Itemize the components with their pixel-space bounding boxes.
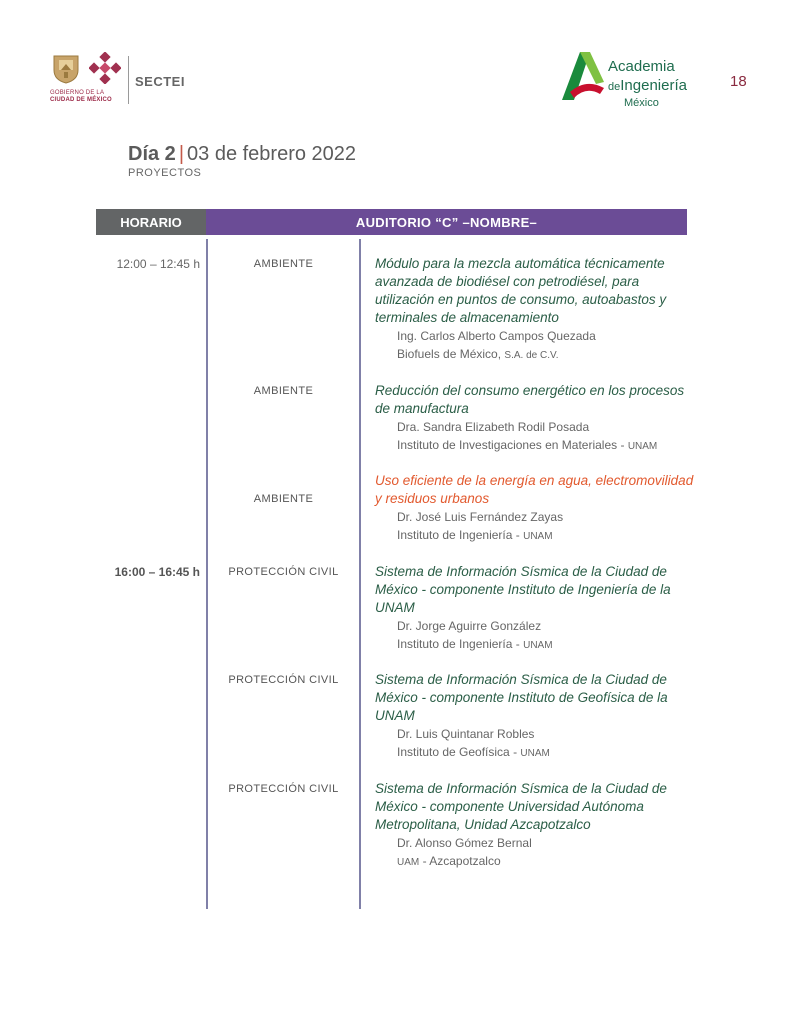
project-institution (397, 345, 695, 365)
project-speaker: Ing. Carlos Alberto Campos Quezada (397, 329, 596, 343)
project-title: Módulo para la mezcla automática técnicamente avanzada de biodiésel con petrodiésel, para utilización en puntos de consumo, autoabastos y terminales de almacenamiento (375, 256, 667, 325)
page-number: 18 (730, 73, 747, 90)
session-category: PROTECCIÓN CIVIL (228, 783, 339, 795)
government-text (50, 90, 112, 104)
project-institution (397, 526, 695, 546)
project-speaker: Dra. Sandra Elizabeth Rodil Posada (397, 420, 590, 434)
project-institution (397, 852, 675, 872)
project-speaker: Dr. Jorge Aguirre González (397, 619, 542, 633)
institution-suffix: UNAM (627, 441, 658, 452)
institution-name: Instituto de Geofísica - (397, 745, 518, 759)
project-title: Sistema de Información Sísmica de la Ciudad de México - componente Universidad Autónoma Metropolitana, Unidad Azcapotzalco (375, 781, 667, 832)
academia-ingenieria-logo-icon (560, 48, 606, 106)
institution-name: Biofuels de México, (397, 347, 502, 361)
session-project (375, 671, 695, 763)
session-project (375, 472, 695, 546)
sectei-label: SECTEI (135, 74, 185, 89)
project-speaker: Dr. Alonso Gómez Bernal (397, 836, 532, 850)
institution-name: Instituto de Ingeniería - (397, 528, 520, 542)
project-speaker: Dr. José Luis Fernández Zayas (397, 510, 564, 524)
day-separator: | (178, 143, 185, 165)
column-header-horario: HORARIO (96, 209, 206, 235)
session-category: PROTECCIÓN CIVIL (228, 566, 339, 578)
academia-ingenieria: Ingeniería (620, 77, 687, 94)
session-category: AMBIENTE (253, 385, 314, 397)
academia-line3: México (624, 97, 659, 109)
column-header-auditorio: AUDITORIO “C” –NOMBRE– (206, 209, 687, 235)
day-subtitle: PROYECTOS (128, 167, 202, 179)
day-date: 03 de febrero 2022 (187, 143, 357, 165)
session-project (375, 382, 695, 456)
project-speaker: Dr. Luis Quintanar Robles (397, 727, 535, 741)
institution-suffix: S.A. de C.V. (504, 350, 559, 361)
academia-de: de (608, 81, 621, 93)
institution-suffix: UNAM (523, 531, 553, 542)
header-divider (128, 56, 129, 104)
session-project (375, 255, 695, 365)
session-time: 12:00 – 12:45 h (116, 257, 200, 271)
project-title: Sistema de Información Sísmica de la Ciudad de México - componente Instituto de Geofísica de la UNAM (375, 672, 668, 723)
session-time: 16:00 – 16:45 h (114, 565, 200, 579)
institution-name: Instituto de Ingeniería - (397, 637, 520, 651)
session-project (375, 563, 695, 655)
institution-prefix: UAM (397, 857, 420, 868)
day-label: Día 2 (128, 143, 176, 165)
session-category: PROTECCIÓN CIVIL (228, 674, 339, 686)
cdmx-cross-logo-icon (89, 52, 121, 84)
project-title: Uso eficiente de la energía en agua, electromovilidad y residuos urbanos (375, 473, 694, 506)
project-institution (397, 436, 695, 456)
day-title (128, 143, 356, 166)
column-divider-right (359, 239, 361, 909)
academia-line2 (608, 77, 687, 94)
project-title: Sistema de Información Sísmica de la Ciudad de México - componente Instituto de Ingeniería de la UNAM (375, 564, 671, 615)
institution-suffix: UNAM (520, 748, 550, 759)
project-institution (397, 635, 695, 655)
cdmx-shield-icon (52, 54, 80, 84)
session-project (375, 780, 675, 872)
project-title: Reducción del consumo energético en los procesos de manufactura (375, 383, 685, 416)
project-institution (397, 743, 695, 763)
institution-suffix: UNAM (523, 640, 553, 651)
gov-line2: CIUDAD DE MÉXICO (50, 97, 112, 103)
gov-line1: GOBIERNO DE LA (50, 90, 105, 96)
session-category: AMBIENTE (253, 258, 314, 270)
session-category: AMBIENTE (253, 493, 314, 505)
institution-name: - Azcapotzalco (422, 854, 501, 868)
academia-line1: Academia (608, 58, 675, 75)
institution-name: Instituto de Investigaciones en Materiales - (397, 438, 625, 452)
